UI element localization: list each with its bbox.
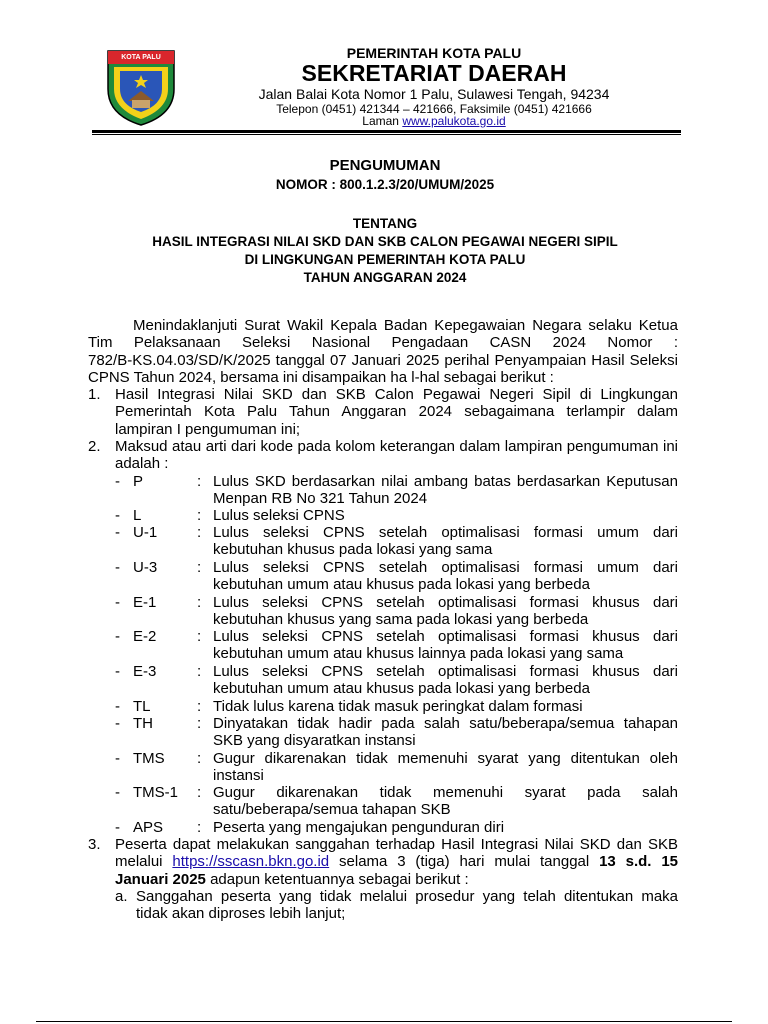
- code-label: P: [133, 473, 144, 490]
- code-colon: :: [197, 663, 202, 680]
- code-colon: :: [197, 524, 202, 541]
- code-colon: :: [197, 473, 202, 490]
- definition-line: instansi: [213, 767, 264, 785]
- list-dash: -: [115, 594, 120, 611]
- list-dash: -: [115, 663, 120, 680]
- office-phone: Telepon (0451) 421344 – 421666, Faksimile (0451) 421666: [276, 102, 592, 116]
- office-address: Jalan Balai Kota Nomor 1 Palu, Sulawesi Tengah, 94234: [258, 86, 610, 102]
- code-definition: [213, 819, 678, 836]
- item-line: lampiran I pengumuman ini;: [115, 420, 301, 438]
- code-definition: [213, 715, 678, 750]
- sscasn-link[interactable]: https://sscasn.bkn.go.id: [172, 853, 330, 871]
- code-label: APS: [133, 819, 164, 836]
- city-emblem: [104, 49, 178, 127]
- code-label: U-3: [133, 559, 158, 576]
- definition-line: SKB yang disyaratkan instansi: [213, 732, 416, 750]
- intro-line: Tim Pelaksanaan Seleksi Nasional Pengadaan CASN 2024 Nomor :: [88, 334, 678, 352]
- list-dash: -: [115, 784, 120, 801]
- list-dash: -: [115, 715, 120, 732]
- item-line-3: [115, 871, 678, 888]
- code-label: L: [133, 507, 142, 524]
- code-label: TL: [133, 698, 151, 715]
- header-rule: [92, 130, 681, 133]
- definition-line: kebutuhan umum atau khusus pada lokasi yang berbeda: [213, 576, 590, 594]
- government-name: PEMERINTAH KOTA PALU: [346, 45, 522, 61]
- code-definition: [213, 784, 678, 819]
- intro-paragraph: [88, 317, 678, 387]
- date-range-start: 13 s.d. 15: [599, 853, 679, 871]
- text-segment: melalui: [115, 853, 163, 871]
- code-label: TMS: [133, 750, 165, 767]
- definition-line: Gugur dikarenakan tidak memenuhi syarat yang ditentukan oleh: [213, 750, 678, 767]
- definition-line: Lulus seleksi CPNS setelah optimalisasi formasi umum dari: [213, 559, 678, 576]
- definition-line: Menpan RB No 321 Tahun 2024: [213, 490, 428, 508]
- definition-line: kebutuhan khusus yang sama pada lokasi yang berbeda: [213, 611, 589, 629]
- code-definition: [213, 628, 678, 663]
- code-colon: :: [197, 715, 202, 732]
- code-colon: :: [197, 559, 202, 576]
- code-definition: [213, 698, 678, 715]
- code-definition: [213, 559, 678, 594]
- sub-item-line: Sanggahan peserta yang tidak melalui prosedur yang telah ditentukan maka: [136, 888, 678, 905]
- item-line: Hasil Integrasi Nilai SKD dan SKB Calon Pegawai Negeri Sipil di Lingkungan: [115, 386, 678, 403]
- definition-line: Lulus seleksi CPNS setelah optimalisasi formasi khusus dari: [213, 594, 678, 611]
- list-dash: -: [115, 524, 120, 541]
- about-label: TENTANG: [352, 216, 418, 231]
- subject-line-1: HASIL INTEGRASI NILAI SKD DAN SKB CALON PEGAWAI NEGERI SIPIL: [152, 234, 618, 249]
- item-line: Pemerintah Kota Palu Tahun Anggaran 2024 sebagaimana terlampir dalam: [115, 403, 678, 421]
- item-line: Peserta dapat melakukan sanggahan terhadap Hasil Integrasi Nilai SKD dan SKB: [115, 836, 678, 853]
- item-line: adalah :: [115, 455, 169, 473]
- definition-line: kebutuhan umum atau khusus pada lokasi yang berbeda: [213, 680, 590, 698]
- definition-line: kebutuhan khusus pada lokasi yang sama: [213, 541, 493, 559]
- sub-item-letter: a.: [115, 888, 128, 905]
- list-dash: -: [115, 750, 120, 767]
- footer-rule: [36, 1021, 732, 1022]
- sub-item-line: tidak akan diproses lebih lanjut;: [136, 905, 346, 923]
- subject-line-3: TAHUN ANGGARAN 2024: [303, 270, 467, 285]
- code-colon: :: [197, 784, 202, 801]
- item-number: 1.: [88, 386, 101, 403]
- text-segment: adapun ketentuannya sebagai berikut :: [210, 870, 469, 888]
- date-range-end: Januari 2025: [115, 870, 206, 888]
- header-rule-thin: [92, 134, 681, 135]
- logo-text: KOTA PALU: [121, 54, 161, 61]
- item-2-text: [115, 438, 678, 473]
- announcement-heading: PENGUMUMAN: [329, 157, 441, 174]
- code-definition: [213, 750, 678, 785]
- website-link[interactable]: www.palukota.go.id: [402, 114, 506, 128]
- intro-line: CPNS Tahun 2024, bersama ini disampaikan ha l-hal sebagai berikut :: [88, 369, 554, 387]
- code-colon: :: [197, 698, 202, 715]
- list-dash: -: [115, 628, 120, 645]
- item-3-text: [115, 836, 678, 888]
- list-dash: -: [115, 559, 120, 576]
- definition-line: Lulus seleksi CPNS setelah optimalisasi formasi khusus dari: [213, 628, 678, 645]
- intro-line: Menindaklanjuti Surat Wakil Kepala Badan Kepegawaian Negara selaku Ketua: [133, 317, 678, 334]
- sub-item-a-text: [136, 888, 678, 923]
- code-colon: :: [197, 750, 202, 767]
- list-dash: -: [115, 698, 120, 715]
- list-dash: -: [115, 473, 120, 490]
- code-label: TH: [133, 715, 153, 732]
- definition-line: satu/beberapa/semua tahapan SKB: [213, 801, 451, 819]
- item-number: 3.: [88, 836, 101, 853]
- code-definition: [213, 663, 678, 698]
- code-colon: :: [197, 819, 202, 836]
- definition-line: Dinyatakan tidak hadir pada salah satu/beberapa/semua tahapan: [213, 715, 678, 732]
- code-label: TMS-1: [133, 784, 178, 801]
- definition-line: kebutuhan umum atau khusus lainnya pada lokasi yang sama: [213, 645, 624, 663]
- definition-line: Lulus SKD berdasarkan nilai ambang batas berdasarkan Keputusan: [213, 473, 678, 490]
- code-label: E-2: [133, 628, 157, 645]
- list-dash: -: [115, 819, 120, 836]
- office-name: SEKRETARIAT DAERAH: [301, 60, 567, 86]
- code-label: U-1: [133, 524, 158, 541]
- intro-line: 782/B-KS.04.03/SD/K/2025 tanggal 07 Januari 2025 perihal Penyampaian Hasil Seleksi: [88, 351, 678, 369]
- code-definition: [213, 507, 678, 524]
- code-label: E-3: [133, 663, 157, 680]
- code-definition: [213, 473, 678, 508]
- code-colon: :: [197, 507, 202, 524]
- definition-line: Lulus seleksi CPNS setelah optimalisasi formasi khusus dari: [213, 663, 678, 680]
- definition-line: Gugur dikarenakan tidak memenuhi syarat pada salah: [213, 784, 678, 801]
- item-1-text: [115, 386, 678, 438]
- definition-line: Tidak lulus karena tidak masuk peringkat dalam formasi: [213, 698, 583, 715]
- code-colon: :: [197, 594, 202, 611]
- definition-line: Lulus seleksi CPNS setelah optimalisasi formasi umum dari: [213, 524, 678, 541]
- definition-line: Lulus seleksi CPNS: [213, 507, 345, 524]
- code-definition: [213, 524, 678, 559]
- subject-line-2: DI LINGKUNGAN PEMERINTAH KOTA PALU: [244, 252, 526, 267]
- list-dash: -: [115, 507, 120, 524]
- item-line-2: [115, 853, 678, 870]
- office-website: [180, 114, 688, 128]
- code-definition: [213, 594, 678, 629]
- code-colon: :: [197, 628, 202, 645]
- website-prefix: Laman: [362, 114, 399, 128]
- definition-line: Peserta yang mengajukan pengunduran diri: [213, 819, 505, 836]
- code-label: E-1: [133, 594, 157, 611]
- text-segment: selama 3 (tiga) hari mulai tanggal: [339, 853, 590, 871]
- item-line: Maksud atau arti dari kode pada kolom keterangan dalam lampiran pengumuman ini: [115, 438, 678, 455]
- announcement-number: NOMOR : 800.1.2.3/20/UMUM/2025: [275, 177, 495, 192]
- item-number: 2.: [88, 438, 101, 455]
